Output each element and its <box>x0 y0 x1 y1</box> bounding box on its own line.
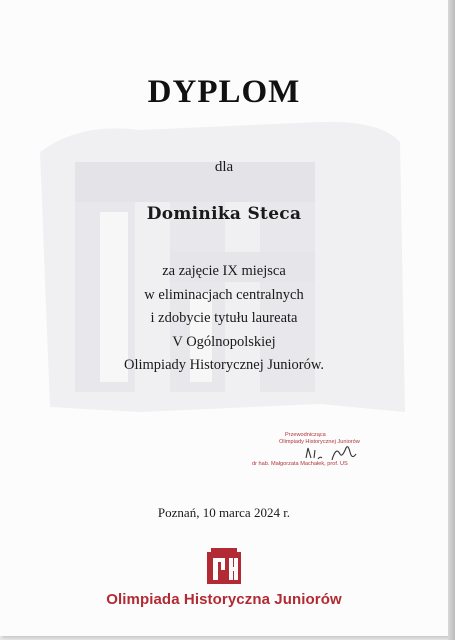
signature-committee: Olimpiady Historycznej Juniorów <box>279 439 360 445</box>
signature-role: Przewodnicząca <box>285 432 326 438</box>
award-line: za zajęcie IX miejsca <box>162 263 286 279</box>
page-edge <box>448 0 455 640</box>
footer-olympiad-name: Olimpiada Historyczna Juniorów <box>106 591 342 608</box>
for-word: dla <box>214 159 234 175</box>
award-line: w eliminacjach centralnych <box>144 286 304 303</box>
award-line: i zdobycie tytułu laureata <box>150 310 298 326</box>
diploma-title: DYPLOM <box>147 74 301 110</box>
award-text <box>0 260 448 378</box>
award-line: Olimpiady Historycznej Juniorów. <box>123 357 324 373</box>
signature-block <box>252 430 392 474</box>
signature-name: dr hab. Małgorzata Machałek, prof. US <box>252 461 348 467</box>
recipient-name: Dominika Steca <box>146 204 302 224</box>
place-and-date: Poznań, 10 marca 2024 r. <box>157 505 291 520</box>
olympiad-logo <box>203 546 245 588</box>
award-line: V Ogólnopolskiej <box>172 333 276 350</box>
